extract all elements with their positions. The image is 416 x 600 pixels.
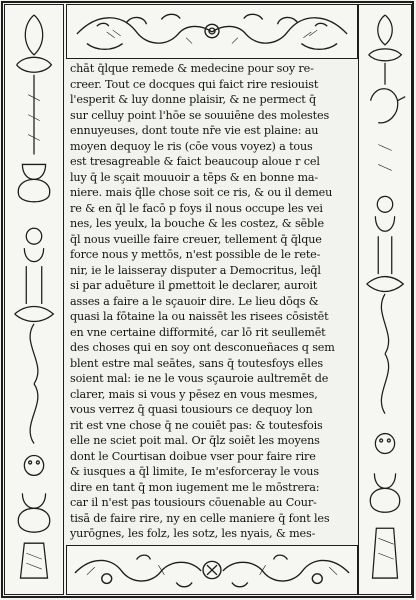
right-woodcut-border [358,4,412,595]
text-line: quasi la fōtaine la ou naissēt les risees cōsistēt [70,310,329,323]
text-line: en vne certaine difformité, car lō rit seullemēt [70,325,326,339]
text-line: sur celluy point l'hōe se souuiēne des molestes [70,108,330,122]
text-line: luy q̄ le sçait mouuoir a tēps & en bonne ma- [70,170,319,184]
text-line: q̄l nous vueille faire creuer, tellement q̄ q̄lque [70,232,322,246]
putti-foliage-ornament-icon [67,546,357,594]
text-line: soient mal: ie ne le vous sçauroie aultremēt de [70,372,329,385]
text-line: est tresagreable & faict beaucoup aloue r cel [70,155,320,168]
text-line: niere. mais q̄lle chose soit ce ris, & ou il demeu [70,186,333,199]
text-line: rit est vne chose q̄ ne couiēt pas: & toutesfois [70,418,323,432]
text-line: l'esperit & luy donne plaisir, & ne permect q̄ [70,93,316,106]
text-line: creer. Tout ce docques qui faict rire resiouist [70,77,319,91]
text-line: re & en q̄l le facō p foys il nous occupe les vei [70,201,323,215]
text-line: moyen dequoy le ris (cōe vous voyez) a tous [70,139,313,153]
left-woodcut-border [4,4,64,595]
text-line: nes, les yeulx, la bouche & les costez, & sēble [70,217,324,230]
text-line: tisā de faire rire, ny en celle maniere q̄ font les [70,511,330,525]
text-line: dont le Courtisan doibue vser pour faire rire [70,449,316,463]
text-line: chāt q̄lque remede & medecine pour soy re- [70,62,314,75]
text-line: force nous y mettōs, n'est possible de le rete- [70,248,321,261]
candelabrum-column-ornament-icon [5,5,63,594]
text-line: dire en tant q̄ mon iugement me le mōstrera: [70,480,320,494]
top-woodcut-border [66,4,358,59]
text-line: des choses qui en soy ont desconueñaces q sem [70,341,335,354]
text-line: elle ne sciet poit mal. Or q̄lz soiēt les moyens [70,434,320,447]
dolphin-scroll-ornament-icon [67,5,357,58]
text-line: vous verrez q̄ quasi tousiours ce dequoy lon [70,403,313,416]
text-line: si par aduēture il ꝑmettoit le declarer, auroit [70,279,318,292]
text-line: yurōgnes, les folz, les sotz, les nyais, & mes- [70,527,316,540]
text-line: car il n'est pas tousiours cōuenable au Cour- [70,496,317,509]
text-line: ennuyeuses, dont toute nr̄e vie est plaine: au [70,124,319,137]
bird-putto-column-ornament-icon [359,5,411,594]
text-line: clarer, mais si vous y pēsez en vous mesmes, [70,387,318,401]
text-line: nir, ie le laisseray disputer a Democritus, leq̄l [70,263,321,277]
text-line: blent estre mal seātes, sans q̄ toutesfoys elles [70,356,323,370]
body-text [70,61,354,543]
bottom-woodcut-border [66,545,358,595]
text-line: & iusques a q̄l limite, Ie m'esforceray le vous [70,465,319,478]
text-line: asses a faire a le sçauoir dire. Le lieu dōqs & [70,294,319,308]
